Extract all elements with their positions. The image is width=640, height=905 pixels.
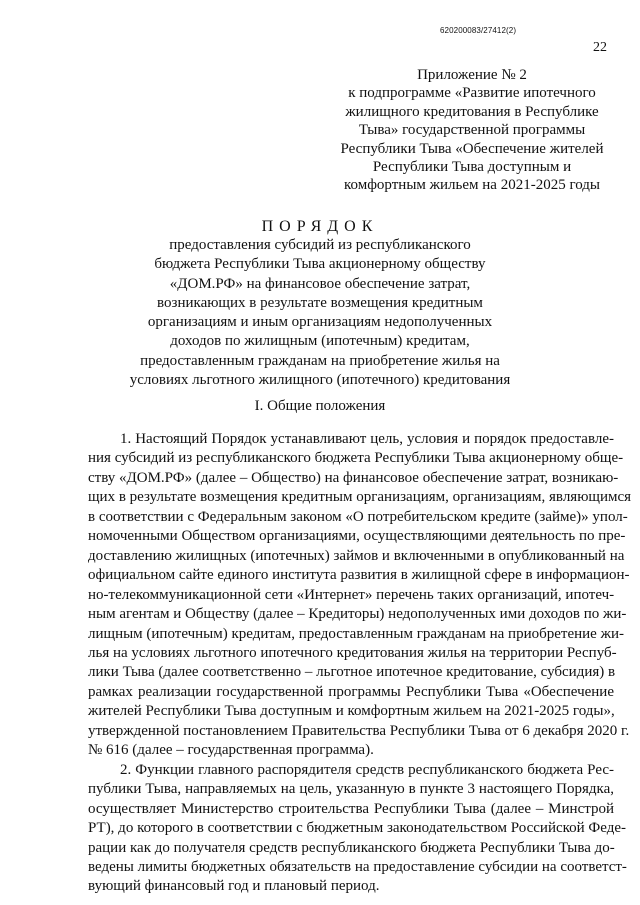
subtitle-line: предоставления субсидий из республиканского <box>169 237 471 253</box>
paragraph-line: рамках реализации государственной программы Республики Тыва «Обеспечение <box>88 683 614 700</box>
paragraph-line: ству «ДОМ.РФ» (далее – Общество) на финансовое обеспечение затрат, возникаю- <box>88 469 619 486</box>
paragraph-line: лики Тыва (далее соответственно – льготное ипотечное кредитование, субсидия) в <box>88 664 616 681</box>
paragraph-1 <box>88 430 632 761</box>
paragraph-line: № 616 (далее – государственная программа). <box>88 742 374 759</box>
subtitle-line: доходов по жилищным (ипотечным) кредитам, <box>170 333 470 350</box>
paragraph-2 <box>88 761 627 897</box>
subtitle-line: возникающих в результате возмещения кредитным <box>157 294 483 311</box>
paragraph-line: ведены лимиты бюджетных обязательств на предоставление субсидии на соответст- <box>88 858 627 875</box>
paragraph-line: лищным (ипотечным) кредитам, предоставленным гражданам на приобретение жи- <box>88 625 624 642</box>
paragraph-line: вующий финансовый год и плановый период. <box>88 878 380 895</box>
paragraph-line: ным агентам и Обществу (далее – Кредиторы) недополученных ими доходов по жи- <box>88 606 627 623</box>
subtitle-line: бюджета Республики Тыва акционерному обществу <box>154 256 486 273</box>
appendix-line: Тыва» государственной программы <box>358 122 586 139</box>
paragraph-line: утвержденной постановлением Правительства Республики Тыва от 6 декабря 2020 г. <box>88 722 630 739</box>
appendix-line: жилищного кредитования в Республике <box>345 103 599 120</box>
paragraph-line: 2. Функции главного распорядителя средств республиканского бюджета Рес- <box>120 761 614 778</box>
paragraph-line: жителей Республики Тыва доступным и комфортным жильем на 2021-2025 годы», <box>88 703 615 720</box>
appendix-line: комфортным жильем на 2021-2025 годы <box>343 177 600 194</box>
paragraph-line: номоченными Обществом организациями, осуществляющими деятельность по пре- <box>88 528 626 545</box>
page-number: 22 <box>593 40 607 55</box>
appendix-line: Республики Тыва «Обеспечение жителей <box>340 140 604 157</box>
body-text <box>88 430 632 897</box>
subtitle-line: организациям и иным организациям недополученных <box>147 314 493 331</box>
subtitle-line: предоставленным гражданам на приобретение жилья на <box>140 352 500 369</box>
paragraph-line: доставлению жилищных (ипотечных) займов и включенными в опубликованный на <box>88 547 625 564</box>
paragraph-line: в соответствии с Федеральным законом «О потребительском кредите (займе)» упол- <box>88 508 628 525</box>
paragraph-line: рации как до получателя средств республиканского бюджета Республики Тыва до- <box>88 839 615 856</box>
paragraph-line: осуществляет Министерство строительства Республики Тыва (далее – Минстрой <box>88 800 614 817</box>
paragraph-line: публики Тыва, направляемых на цель, указанную в пункте 3 настоящего Порядка, <box>88 781 614 798</box>
paragraph-line: РТ), до которого в соответствии с бюджетным законодательством Российской Феде- <box>88 820 627 837</box>
document-title: ПОРЯДОК <box>261 218 379 235</box>
appendix-block <box>331 66 613 195</box>
appendix-line: к подпрограмме «Развитие ипотечного <box>348 85 596 102</box>
subtitle-line: «ДОМ.РФ» на финансовое обеспечение затрат, <box>169 275 471 292</box>
section-heading: I. Общие положения <box>254 398 386 414</box>
paragraph-line: официальном сайте единого института развития в жилищной сфере в информацион- <box>88 567 630 584</box>
subtitle-line: условиях льготного жилищного (ипотечного) кредитования <box>129 372 511 389</box>
document-code: 620200083/27412(2) <box>440 26 517 35</box>
paragraph-line: но-телекоммуникационной сети «Интернет» перечень таких организаций, ипотеч- <box>88 586 615 603</box>
document-subtitle <box>0 236 640 390</box>
paragraph-line: щих в результате возмещения кредитным организациям, организациям, являющимся <box>88 489 632 506</box>
appendix-line: Приложение № 2 <box>417 67 527 83</box>
paragraph-line: ния субсидий из республиканского бюджета Республики Тыва акционерному обще- <box>88 450 624 467</box>
paragraph-line: 1. Настоящий Порядок устанавливают цель, условия и порядок предоставле- <box>120 431 614 447</box>
appendix-line: Республики Тыва доступным и <box>372 159 572 176</box>
paragraph-line: лья на условиях льготного ипотечного кредитования жилья на территории Респуб- <box>88 644 617 661</box>
